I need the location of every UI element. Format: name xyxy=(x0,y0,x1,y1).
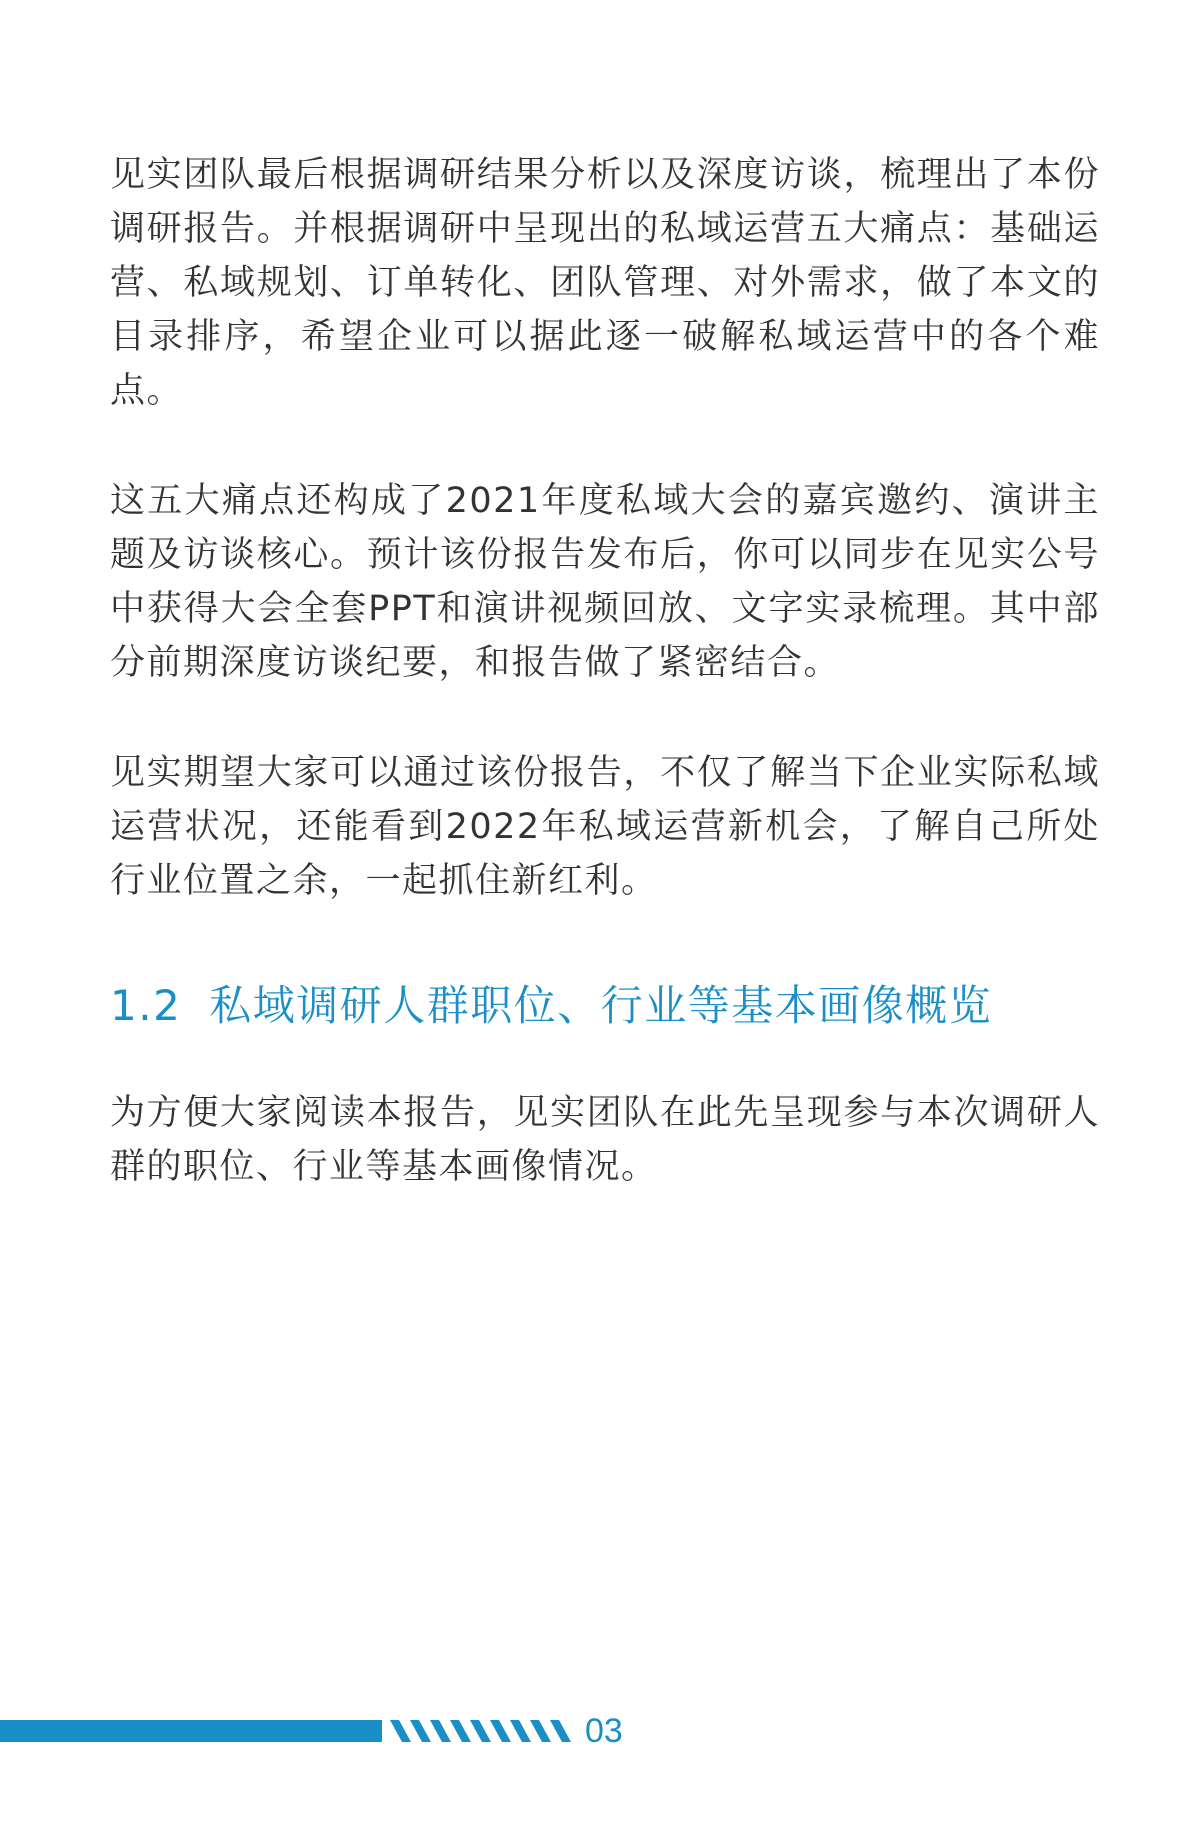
paragraph-pain-points: 这五大痛点还构成了2021年度私域大会的嘉宾邀约、演讲主题及访谈核心。预计该份报告发布后，你可以同步在见实公号中获得大会全套PPT和演讲视频回放、文字实录梳理。其中部分前期深度访谈纪要，和报告做了紧密结合。 xyxy=(110,481,1100,683)
section-heading xyxy=(110,976,1100,1036)
footer-stripe xyxy=(510,1720,531,1742)
footer-accent-bar xyxy=(0,1720,382,1742)
paragraph-intro: 见实团队最后根据调研结果分析以及深度访谈，梳理出了本份调研报告。并根据调研中呈现出的私域运营五大痛点：基础运营、私域规划、订单转化、团队管理、对外需求，做了本文的目录排序，希望企业可以据此逐一破解私域运营中的各个难点。 xyxy=(110,155,1100,411)
section-title: 私域调研人群职位、行业等基本画像概览 xyxy=(209,981,993,1030)
footer-stripe xyxy=(410,1720,431,1742)
footer-stripe xyxy=(470,1720,491,1742)
footer-stripe xyxy=(490,1720,511,1742)
footer-stripe xyxy=(450,1720,471,1742)
section-body: 为方便大家阅读本报告，见实团队在此先呈现参与本次调研人群的职位、行业等基本画像情况。 xyxy=(110,1093,1100,1187)
page-number: 03 xyxy=(585,1712,623,1750)
footer-stripes-decoration xyxy=(390,1720,572,1742)
page-content xyxy=(110,148,1100,1194)
footer-stripe xyxy=(390,1720,411,1742)
footer-stripe xyxy=(530,1720,551,1742)
paragraph-expectation: 见实期望大家可以通过该份报告，不仅了解当下企业实际私域运营状况，还能看到2022年私域运营新机会，了解自己所处行业位置之余，一起抓住新红利。 xyxy=(110,753,1100,901)
footer-stripe xyxy=(550,1720,571,1742)
page-footer xyxy=(0,1710,1200,1760)
section-number: 1.2 xyxy=(110,981,182,1030)
footer-stripe xyxy=(430,1720,451,1742)
